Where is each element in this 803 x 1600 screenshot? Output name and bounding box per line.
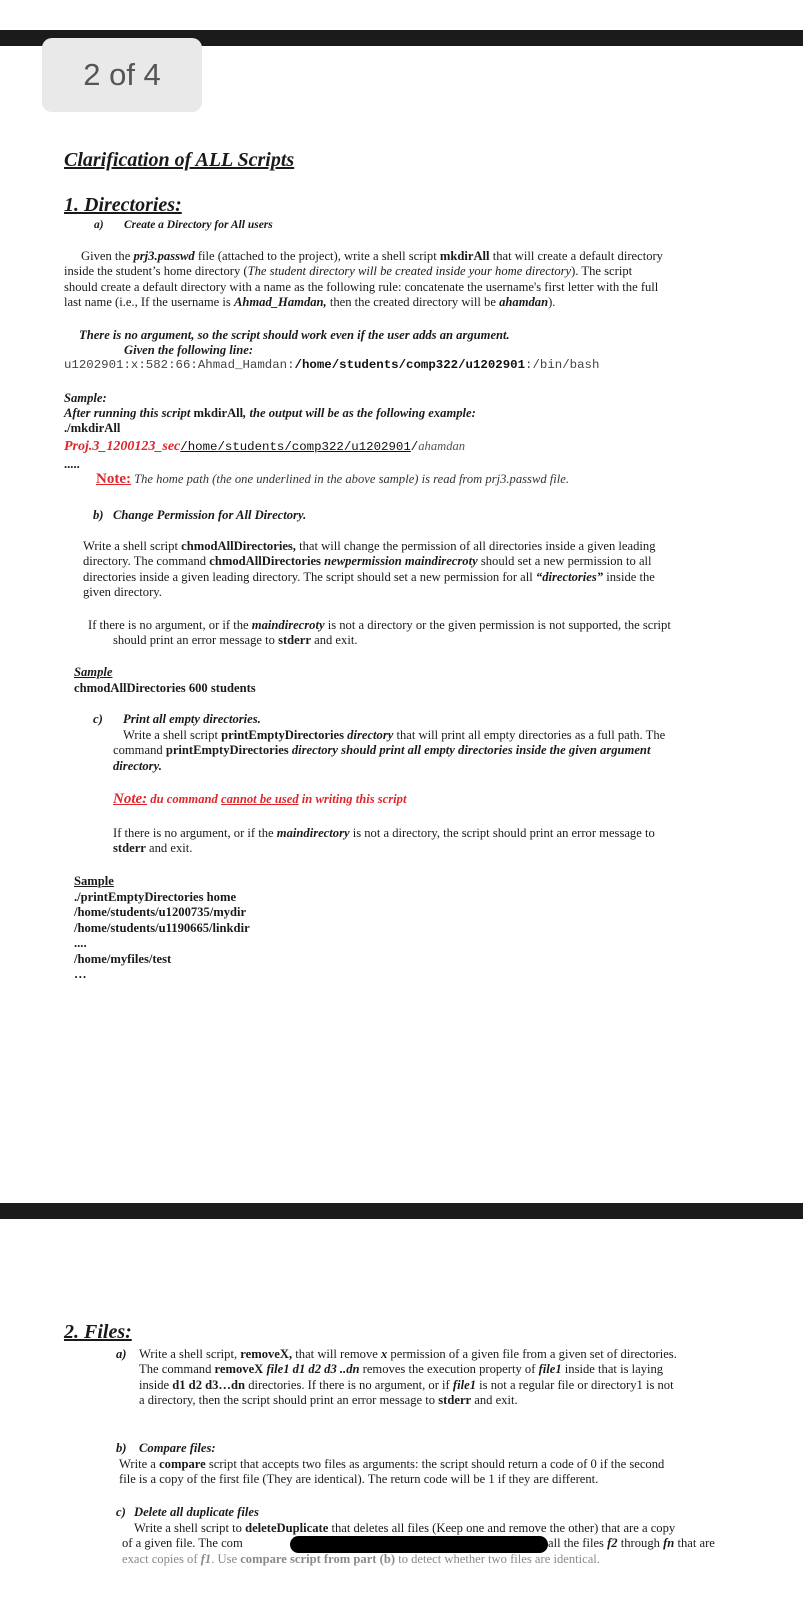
files-c-title: Delete all duplicate files bbox=[134, 1505, 259, 1519]
error-c-line-2: stderr and exit. bbox=[113, 841, 193, 855]
para-a-line-3: should create a default directory with a name as the following rule: concatenate the username's first letter with the full bbox=[64, 280, 659, 294]
para-c-line-3: directory. bbox=[113, 759, 162, 773]
files-c-line-3: exact copies of f1. Use compare script from part (b) to detect whether two files are identical. bbox=[122, 1552, 600, 1566]
para-b-line-3: directories inside a given leading directory. The script should set a new permission for all “directories” inside the bbox=[83, 570, 655, 584]
para-c-line-2: command printEmptyDirectories directory should print all empty directories inside the given argument bbox=[113, 743, 651, 757]
files-b-title: Compare files: bbox=[139, 1441, 216, 1455]
sample-cmd-a: ./mkdirAll bbox=[64, 421, 121, 435]
given-line-label: Given the following line: bbox=[124, 343, 254, 357]
files-c-line-2a: of a given file. The com bbox=[122, 1536, 243, 1550]
error-b-line-2: should print an error message to stderr and exit. bbox=[113, 633, 358, 647]
para-c-line-1: Write a shell script printEmptyDirectories directory that will print all empty directories as a full path. The bbox=[123, 728, 666, 742]
para-b-line-4: given directory. bbox=[83, 585, 162, 599]
sample-line-5: /home/myfiles/test bbox=[74, 952, 172, 966]
files-b-label: b) bbox=[116, 1441, 127, 1455]
files-a-label: a) bbox=[116, 1347, 127, 1361]
no-argument-note: There is no argument, so the script should work even if the user adds an argument. bbox=[79, 328, 510, 342]
subsection-c-label: c) bbox=[93, 712, 103, 726]
sample-line-4: .... bbox=[74, 936, 87, 950]
note-home-path: Note: The home path (the one underlined in the above sample) is read from prj3.passwd file. bbox=[96, 471, 570, 487]
files-a-line-2: The command removeX file1 d1 d2 d3 ..dn removes the execution property of file1 inside that is laying bbox=[139, 1362, 664, 1376]
sample-output-a: Proj.3_1200123_sec/home/students/comp322/u1202901/ahamdan bbox=[64, 439, 466, 454]
page-separator-bar bbox=[0, 1203, 803, 1219]
para-a-line-4: last name (i.e., If the username is Ahmad_Hamdan, then the created directory will be ahamdan). bbox=[64, 295, 556, 309]
sample-line-1: ./printEmptyDirectories home bbox=[74, 890, 237, 904]
files-a-line-3: inside d1 d2 d3…dn directories. If there is no argument, or if file1 is not a regular file or directory1 is not bbox=[139, 1378, 674, 1392]
passwd-line: u1202901:x:582:66:Ahmad_Hamdan:/home/students/comp322/u1202901:/bin/bash bbox=[64, 358, 600, 372]
ellipsis-a: ..... bbox=[64, 457, 80, 471]
error-b-line-1: If there is no argument, or if the maindirecroty is not a directory or the given permission is not supported, the script bbox=[88, 618, 671, 632]
para-a-line-2: inside the student’s home directory (The student directory will be created inside your home directory). The script bbox=[64, 264, 633, 278]
subsection-a-label: a) bbox=[94, 219, 104, 231]
para-b-line-2: directory. The command chmodAllDirectories newpermission maindirecroty should set a new permission to all bbox=[83, 554, 652, 568]
document-title: Clarification of ALL Scripts bbox=[64, 149, 295, 171]
subsection-b-title: Change Permission for All Directory. bbox=[113, 508, 307, 522]
note-du-command: Note: du command cannot be used in writing this script bbox=[113, 791, 407, 807]
files-b-line-2: file is a copy of the first file (They are identical). The return code will be 1 if they are different. bbox=[119, 1472, 599, 1486]
sample-line-2: /home/students/u1200735/mydir bbox=[74, 905, 247, 919]
sample-label-c: Sample bbox=[74, 874, 114, 888]
para-b-line-1: Write a shell script chmodAllDirectories, that will change the permission of all directories inside a given leading bbox=[83, 539, 656, 553]
files-c-label: c) bbox=[116, 1505, 126, 1519]
subsection-c-title: Print all empty directories. bbox=[123, 712, 261, 726]
sample-line-3: /home/students/u1190665/linkdir bbox=[74, 921, 250, 935]
sample-line-6: … bbox=[74, 967, 87, 981]
files-a-line-1: Write a shell script, removeX, that will remove x permission of a given file from a given set of directories. bbox=[139, 1347, 677, 1361]
files-b-line-1: Write a compare script that accepts two files as arguments: the script should return a code of 0 if the second bbox=[119, 1457, 665, 1471]
subsection-a-title: Create a Directory for All users bbox=[124, 219, 273, 231]
sample-label-b: Sample bbox=[74, 665, 113, 679]
error-c-line-1: If there is no argument, or if the maindirectory is not a directory, the script should print an error message to bbox=[113, 826, 655, 840]
redaction-mark bbox=[290, 1536, 548, 1553]
sample-desc-a: After running this script mkdirAll, the output will be as the following example: bbox=[64, 406, 476, 420]
sample-cmd-b: chmodAllDirectories 600 students bbox=[74, 681, 256, 695]
para-a-line-1: Given the prj3.passwd file (attached to the project), write a shell script mkdirAll that will create a default directory bbox=[81, 249, 663, 263]
section-heading-directories: 1. Directories: bbox=[64, 194, 182, 216]
page-indicator: 2 of 4 bbox=[42, 38, 202, 112]
subsection-b-label: b) bbox=[93, 508, 104, 522]
files-c-line-2b: all the files f2 through fn that are bbox=[548, 1536, 715, 1550]
sample-label-a: Sample: bbox=[64, 391, 107, 405]
section-heading-files: 2. Files: bbox=[64, 1321, 132, 1343]
files-c-line-1: Write a shell script to deleteDuplicate that deletes all files (Keep one and remove the other) that are a copy bbox=[134, 1521, 676, 1535]
files-a-line-4: a directory, then the script should print an error message to stderr and exit. bbox=[139, 1393, 518, 1407]
